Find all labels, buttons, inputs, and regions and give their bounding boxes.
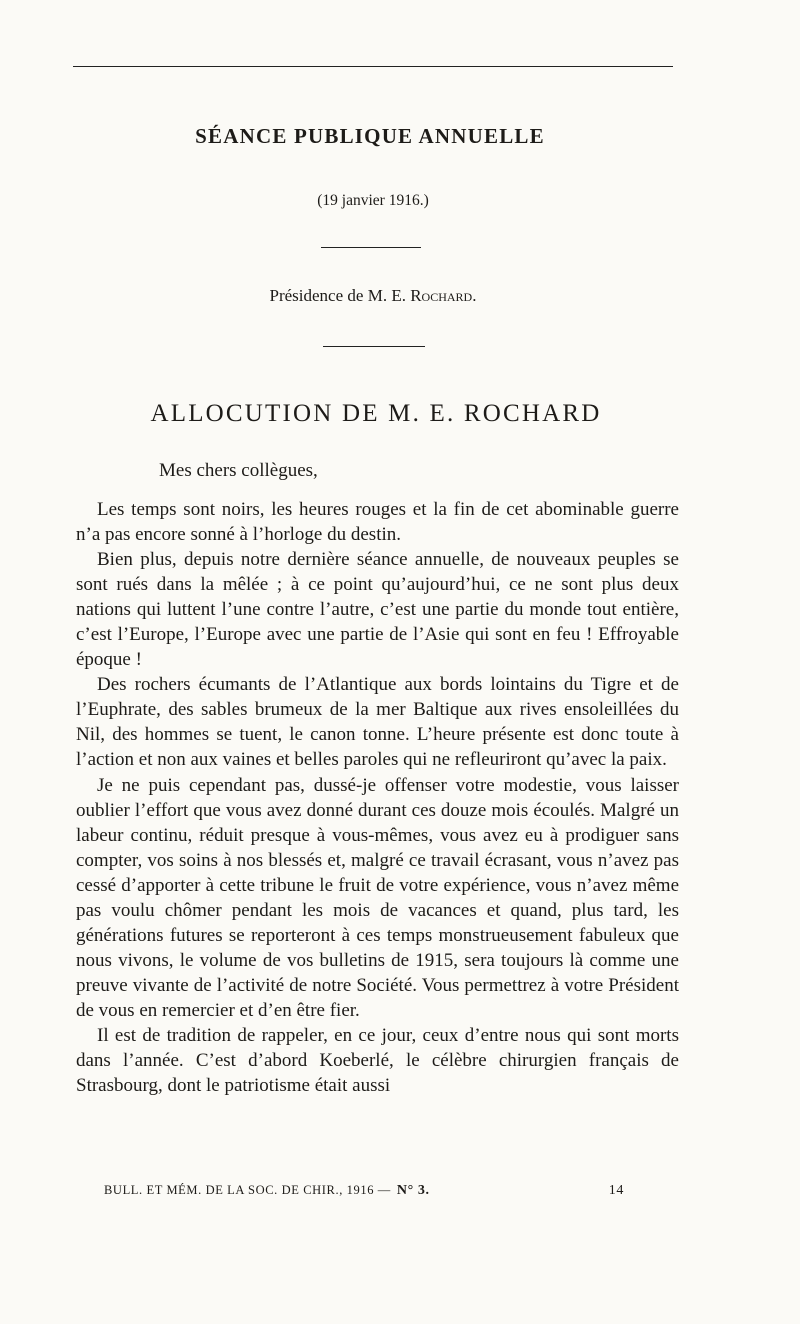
body-text	[76, 497, 679, 1098]
journal-reference: BULL. ET MÉM. DE LA SOC. DE CHIR., 1916 —	[104, 1183, 391, 1197]
session-title: SÉANCE PUBLIQUE ANNUELLE	[195, 124, 545, 148]
page-footer	[104, 1183, 624, 1199]
presidency-line	[0, 286, 773, 306]
issue-number: N° 3.	[396, 1183, 430, 1198]
paragraph: Les temps sont noirs, les heures rouges et la fin de cet abominable guerre n’a pas encore sonné à l’horloge du destin.	[76, 499, 679, 546]
section-divider	[321, 247, 421, 248]
session-date: (19 janvier 1916.)	[317, 192, 429, 209]
presidency-prefix: Présidence de M. E.	[269, 286, 411, 305]
presidency-suffix: .	[472, 286, 477, 305]
top-rule	[73, 66, 673, 67]
page-number: 14	[608, 1183, 624, 1198]
paragraph: Bien plus, depuis notre dernière séance annuelle, de nouveaux peuples se sont rués dans la mêlée ; à ce point qu’aujourd’hui, ce ne sont plus deux nations qui luttent l’une contre l’autre, c’est une partie du monde tout entière, c’est l’Europe, l’Europe avec une partie de l’Asie qui sont en feu ! Effroyable époque !	[76, 549, 679, 671]
paragraph: Je ne puis cependant pas, dussé-je offenser votre modestie, vous laisser oublier l’effort que vous avez donné durant ces douze mois écoulés. Malgré un labeur continu, réduit presque à vous-mêmes, vous avez eu à prodiguer sans compter, vos soins à nos blessés et, malgré ce travail écrasant, vous n’avez pas cessé d’apporter à cette tribune le fruit de votre expérience, vous n’avez même pas voulu chômer pendant les mois de vacances et quand, plus tard, les générations futures se reporteront à ces temps monstrueusement fabuleux que nous vivons, le volume de vos bulletins de 1915, sera toujours là comme une preuve vivante de l’activité de notre Société. Vous permettrez à votre Président de vous en remercier et d’en être fier.	[76, 774, 679, 1021]
presidency-name: Rochard	[410, 286, 473, 305]
section-divider	[323, 346, 425, 347]
paragraph: Des rochers écumants de l’Atlantique aux bords lointains du Tigre et de l’Euphrate, des sables brumeux de la mer Baltique aux rives ensoleillées du Nil, des hommes se tuent, le canon tonne. L’heure présente est donc toute à l’action et non aux vaines et belles paroles qui ne refleuriront qu’avec la paix.	[76, 674, 679, 771]
allocution-title: ALLOCUTION DE M. E. ROCHARD	[150, 400, 602, 427]
salutation: Mes chers collègues,	[159, 460, 318, 481]
paragraph: Il est de tradition de rappeler, en ce jour, ceux d’entre nous qui sont morts dans l’année. C’est d’abord Koeberlé, le célèbre chirurgien français de Strasbourg, dont le patriotisme était aussi	[76, 1024, 679, 1097]
